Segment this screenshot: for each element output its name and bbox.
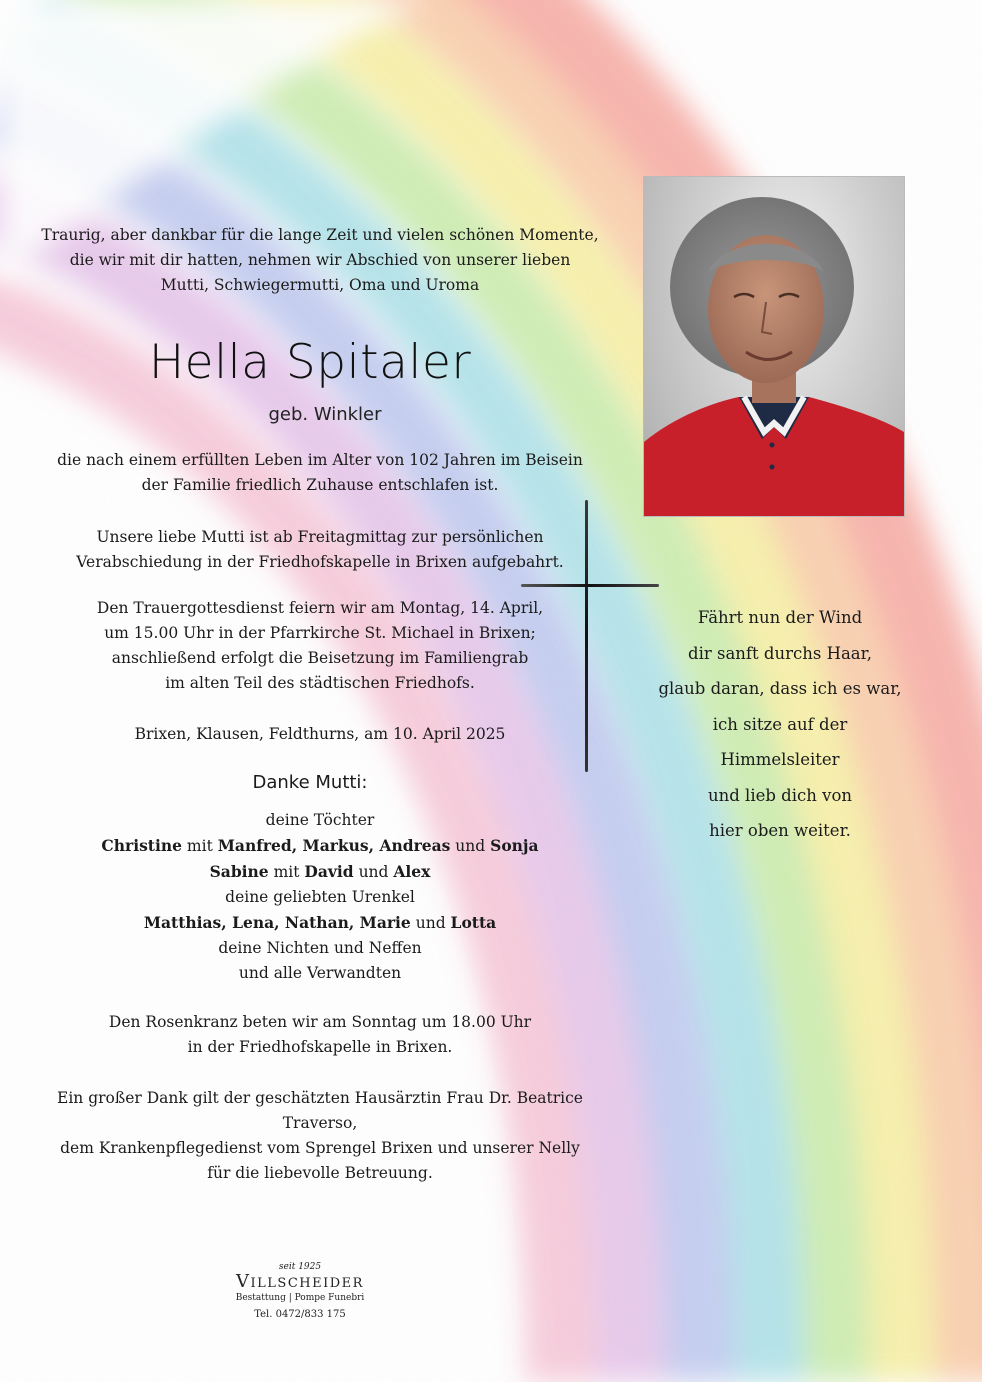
passing-line: die nach einem erfüllten Leben im Alter von 102 Jahren im Beisein <box>57 451 583 469</box>
portrait-photo <box>643 176 905 517</box>
family-connector: und <box>450 837 491 855</box>
relatives-label: und alle Verwandten <box>238 964 402 982</box>
logo-subtitle: Bestattung | Pompe Funebri <box>235 1293 365 1303</box>
viewing-text <box>40 525 600 575</box>
thanks-heading: Danke Mutti: <box>252 772 368 793</box>
greatgrandchildren-label: deine geliebten Urenkel <box>225 888 415 906</box>
family-name: Sabine <box>209 862 269 881</box>
intro-line: Mutti, Schwiegermutti, Oma und Uroma <box>160 276 480 294</box>
rosary-text <box>40 1010 600 1060</box>
funeral-line: Den Trauergottesdienst feiern wir am Montag, 14. April, <box>96 599 544 617</box>
funeral-line: im alten Teil des städtischen Friedhofs. <box>165 674 475 692</box>
family-connector: und <box>353 863 394 881</box>
logo-since: seit 1925 <box>278 1262 322 1272</box>
family-name: Lotta <box>450 913 497 932</box>
poem-line: und lieb dich von <box>707 785 853 805</box>
family-name: David <box>304 862 354 881</box>
family-name: Alex <box>393 862 431 881</box>
place-date: Brixen, Klausen, Feldthurns, am 10. April 2025 <box>134 725 506 743</box>
rosary-line: in der Friedhofskapelle in Brixen. <box>187 1038 453 1056</box>
family-name: Matthias, Lena, Nathan, Marie <box>143 913 411 932</box>
logo-brand: Villscheider <box>236 1271 364 1292</box>
poem-line: glaub daran, dass ich es war, <box>658 679 902 698</box>
funeral-text <box>40 596 600 696</box>
family-connector: mit <box>268 863 305 881</box>
family-line-sabine <box>40 859 600 885</box>
intro-text <box>40 223 600 298</box>
nieces-label: deine Nichten und Neffen <box>218 939 422 957</box>
gratitude-line: Ein großer Dank gilt der geschätzten Hausärztin Frau Dr. Beatrice Traverso, <box>57 1089 583 1132</box>
poem-line: Fährt nun der Wind <box>697 608 863 627</box>
poem-line: hier oben weiter. <box>709 821 851 840</box>
intro-line: Traurig, aber dankbar für die lange Zeit und vielen schönen Momente, <box>41 226 599 244</box>
family-connector: mit <box>182 837 218 855</box>
poem <box>620 600 940 849</box>
funeral-line: um 15.00 Uhr in der Pfarrkirche St. Michael in Brixen; <box>104 624 536 642</box>
family-connector: und <box>410 914 451 932</box>
maiden-name: geb. Winkler <box>268 404 382 425</box>
portrait-image <box>644 177 904 516</box>
passing-text <box>40 448 600 498</box>
family-name: Christine <box>101 836 182 855</box>
cross-icon <box>585 500 588 772</box>
intro-line: die wir mit dir hatten, nehmen wir Abschied von unserer lieben <box>69 251 571 269</box>
family-line-urenkel <box>40 910 600 936</box>
family-line-christine <box>40 833 600 859</box>
cross-icon-bar <box>521 584 659 587</box>
rosary-line: Den Rosenkranz beten wir am Sonntag um 18.00 Uhr <box>108 1013 532 1031</box>
poem-line: Himmelsleiter <box>720 750 840 769</box>
deceased-name: Hella Spitaler <box>148 335 472 390</box>
viewing-line: Unsere liebe Mutti ist ab Freitagmittag zur persönlichen <box>96 528 544 546</box>
funeral-line: anschließend erfolgt die Beisetzung im Familiengrab <box>111 649 529 667</box>
poem-line: ich sitze auf der <box>712 714 848 734</box>
family-name: Manfred, Markus, Andreas <box>217 836 451 855</box>
funeral-home-logo <box>200 1262 400 1323</box>
viewing-line: Verabschiedung in der Friedhofskapelle in Brixen aufgebahrt. <box>76 553 564 571</box>
gratitude-line: dem Krankenpflegedienst vom Sprengel Brixen und unserer Nelly <box>60 1139 580 1157</box>
poem-line: dir sanft durchs Haar, <box>688 643 872 663</box>
gratitude-line: für die liebevolle Betreuung. <box>207 1164 433 1182</box>
gratitude-text <box>20 1086 620 1186</box>
family-list <box>40 808 600 986</box>
passing-line: der Familie friedlich Zuhause entschlafen ist. <box>141 476 499 494</box>
family-name: Sonja <box>490 836 539 855</box>
daughters-label: deine Töchter <box>265 811 375 829</box>
logo-phone: Tel. 0472/833 175 <box>254 1309 346 1320</box>
